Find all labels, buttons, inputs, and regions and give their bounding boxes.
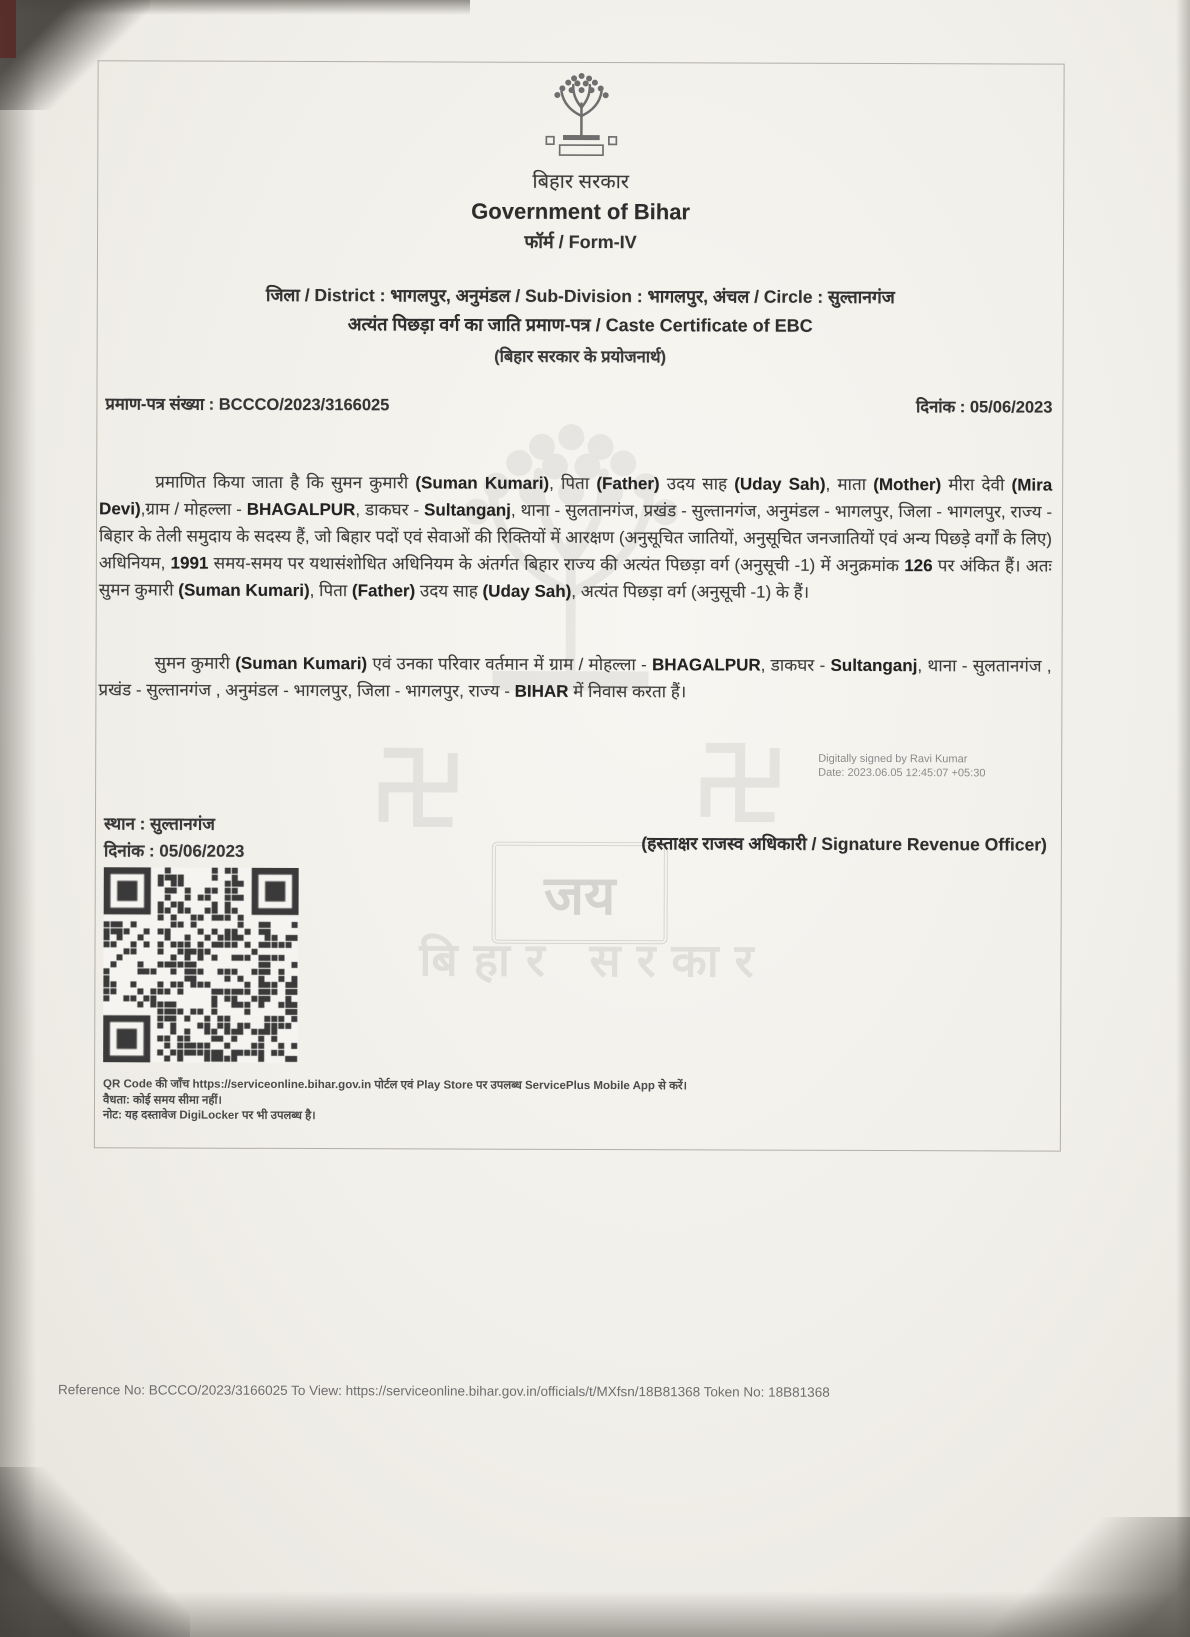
government-title-hindi: बिहार सरकार	[532, 170, 630, 194]
footer-reference: Reference No: BCCCO/2023/3166025 To View: https://serviceonline.bihar.gov.in/officials/t/MXfsn/18B81368 Token No: 18B81368	[57, 1382, 830, 1400]
form-title: फॉर्म / Form-IV	[524, 231, 637, 253]
qr-note-2: वैधता: कोई समय सीमा नहीं।	[102, 1093, 222, 1107]
purpose-line: (बिहार सरकार के प्रयोजनार्थ)	[494, 347, 667, 367]
signature-date-line: दिनांक : 05/06/2023	[103, 841, 245, 861]
issue-date: दिनांक : 05/06/2023	[916, 398, 1053, 417]
bihar-emblem-icon	[531, 67, 631, 165]
certificate-type-line: अत्यंत पिछड़ा वर्ग का जाति प्रमाण-पत्र / Caste Certificate of EBC	[347, 314, 813, 336]
place-line: स्थान : सुल्तानगंज	[103, 814, 215, 834]
scan-corner-shadow-bottom-right	[930, 1517, 1190, 1637]
watermark-text: बिहार सरकार	[419, 933, 770, 987]
meta-row	[105, 391, 1052, 417]
qr-code	[103, 867, 299, 1063]
scan-edge-shadow-right	[1176, 0, 1190, 1637]
digital-signature-line2: Date: 2023.06.05 12:45:07 +05:30	[818, 766, 986, 780]
scan-edge-shadow-left	[0, 0, 36, 1637]
scan-corner-shadow-bottom-left	[0, 1467, 190, 1637]
body-paragraph-2: सुमन कुमारी (Suman Kumari) एवं उनका परिवार वर्तमान में ग्राम / मोहल्ला - BHAGALPUR, डाकघर - Sultanganj, थाना - सुलतानगंज , प्रखंड - सुल्तानगंज , अनुमंडल - भागलपुर, जिला - भागलपुर, राज्य - BIHAR में निवास करता हैं।	[98, 653, 1052, 702]
government-title-english: Government of Bihar	[471, 198, 691, 225]
qr-note-1: QR Code की जाँच https://serviceonline.bihar.gov.in पोर्टल एवं Play Store पर उपलब्ध ServicePlus Mobile App से करें।	[103, 1078, 688, 1093]
certificate-number: प्रमाण-पत्र संख्या : BCCCO/2023/3166025	[105, 395, 390, 415]
digital-signature-note	[818, 752, 985, 781]
scan-red-mark	[0, 0, 16, 58]
qr-notes	[103, 1077, 1030, 1127]
qr-note-3: नोट: यह दस्तावेज DigiLocker पर भी उपलब्ध है।	[102, 1109, 316, 1123]
watermark-seal-text: जय	[543, 865, 616, 927]
certificate-frame	[94, 60, 1065, 1151]
digital-signature-line1: Digitally signed by Ravi Kumar	[818, 752, 968, 766]
body-paragraph-1: प्रमाणित किया जाता है कि सुमन कुमारी (Suman Kumari), पिता (Father) उदय साह (Uday Sah), माता (Mother) मीरा देवी (Mira Devi),ग्राम / मोहल्ला - BHAGALPUR, डाकघर - Sultanganj, थाना - सुलतानगंज, प्रखंड - सुल्तानगंज, अनुमंडल - भागलपुर, जिला - भागलपुर, राज्य - बिहार के तेली समुदाय के सदस्य हैं, जो बिहार पदों एवं सेवाओं की रिक्तियों में आरक्षण (अनुसूचित जातियों, अनुसूचित जनजातियों एवं अन्य पिछड़े वर्गों के लिए) अधिनियम, 1991 समय-समय पर यथासंशोधित अधिनियम के अंतर्गत बिहार राज्य की अत्यंत पिछड़ा वर्ग (अनुसूची -1) में अनुक्रमांक 126 पर अंकित हैं। अतः सुमन कुमारी (Suman Kumari), पिता (Father) उदय साह (Uday Sah), अत्यंत पिछड़ा वर्ग (अनुसूची -1) के हैं।	[98, 472, 1053, 602]
district-line: जिला / District : भागलपुर, अनुमंडल / Sub-Division : भागलपुर, अंचल / Circle : सुल्तानगंज	[265, 284, 895, 308]
revenue-officer-signature-line: (हस्ताक्षर राजस्व अधिकारी / Signature Revenue Officer)	[641, 833, 1047, 855]
scan-edge-shadow-top	[0, 0, 470, 15]
